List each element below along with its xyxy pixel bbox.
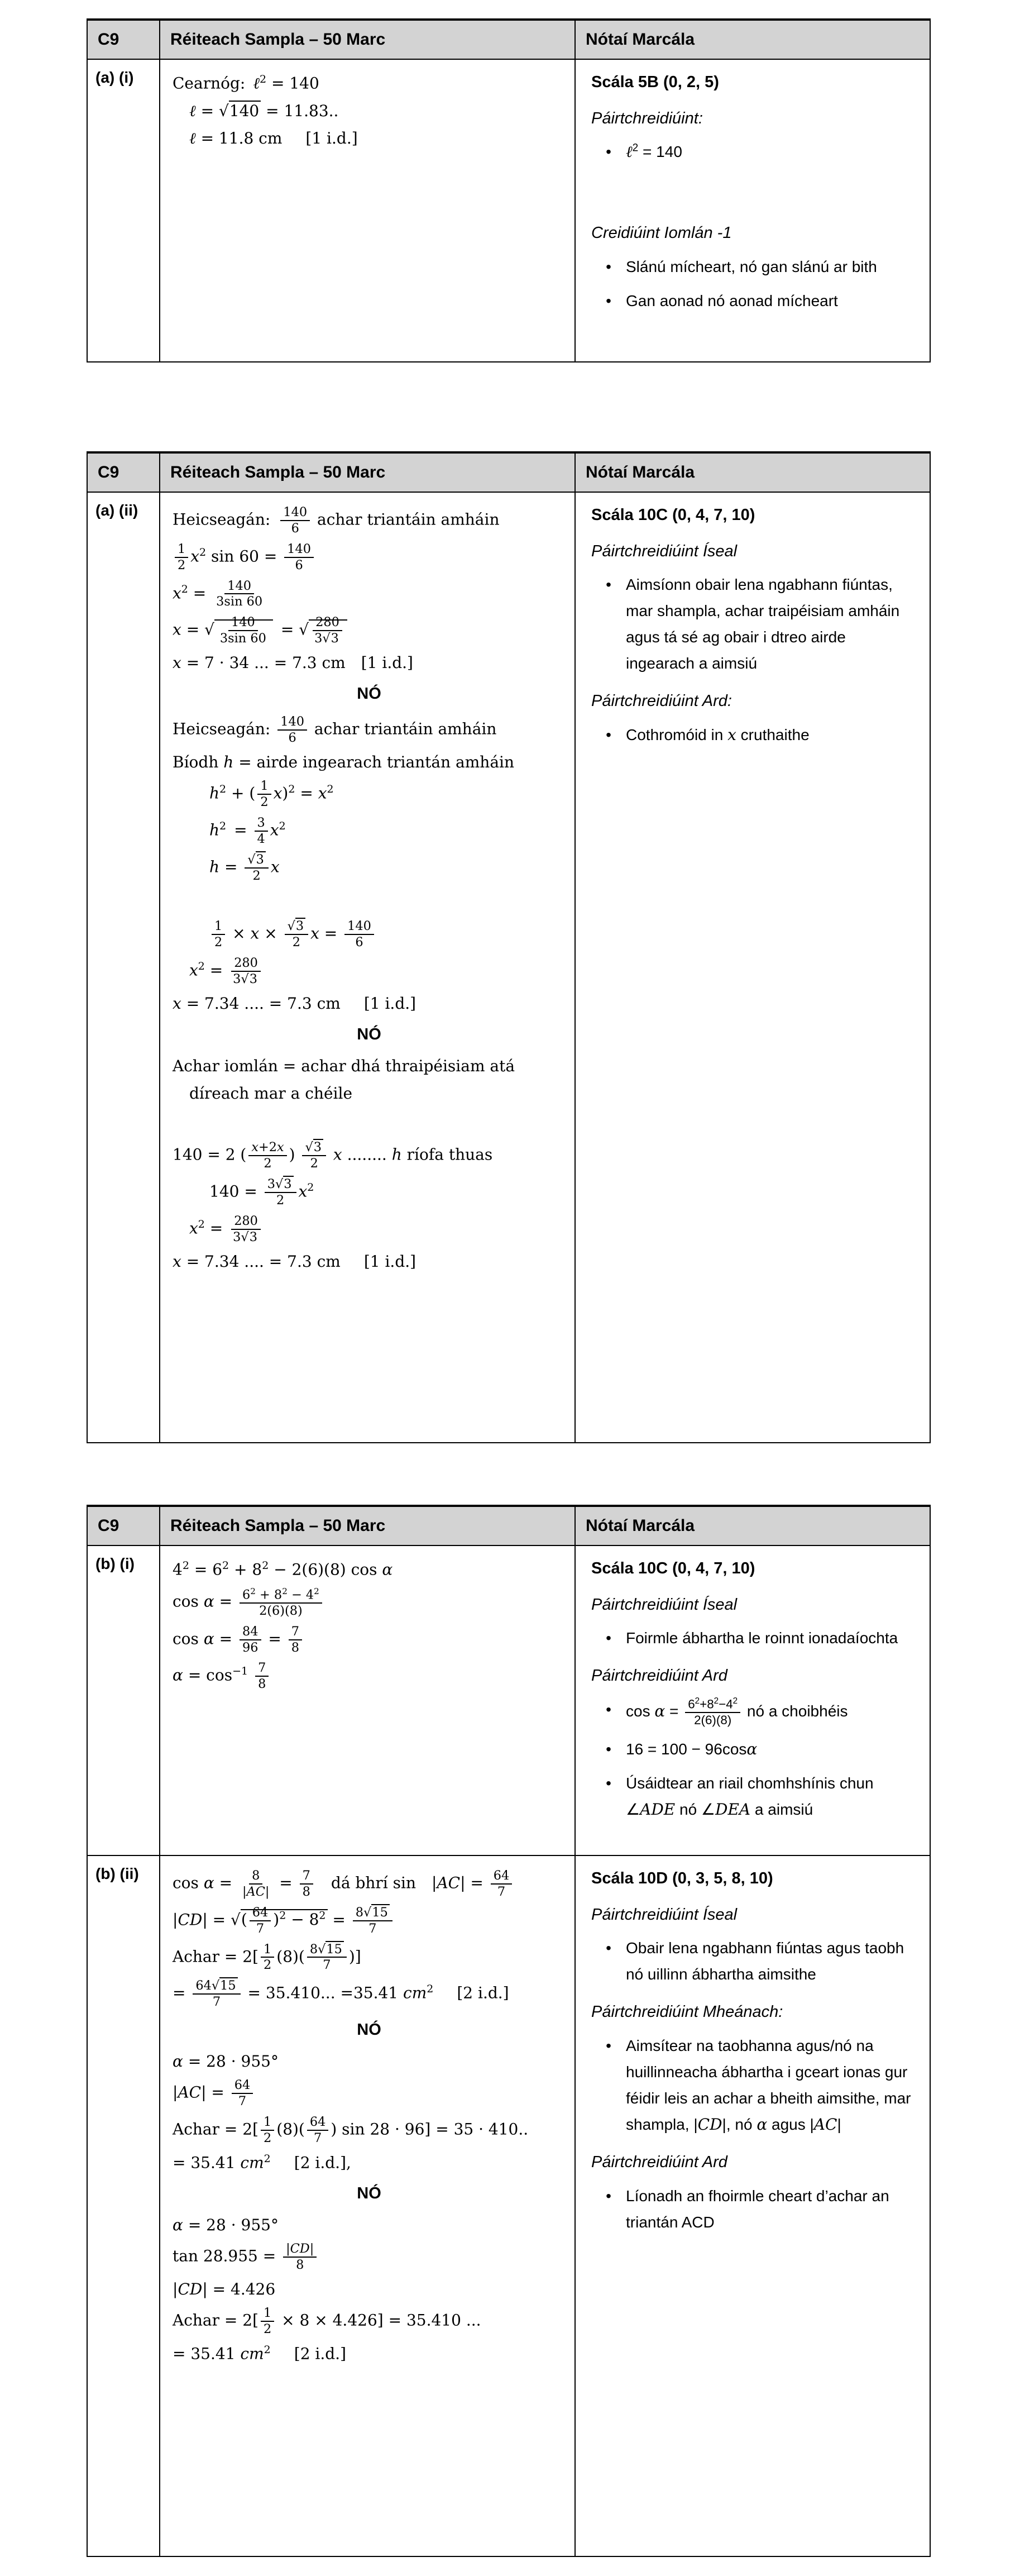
row-label: (a) (ii) bbox=[95, 502, 138, 519]
notes-scale-heading: Scála 5B (0, 2, 5) bbox=[591, 73, 719, 91]
spacer bbox=[173, 1110, 566, 1134]
bullet-text: 16 = 100 − 96cosα bbox=[626, 1740, 758, 1759]
notes-subheading: Páirtchreidiúint Ard: bbox=[591, 692, 732, 710]
math-line: cos α = $\frac{8}{|AC|}$ = $\frac{7}{8}$ dá bhrí sin |AC| = $\frac{64}{7}$ bbox=[173, 1868, 566, 1900]
math-line: $\frac{1}{2}$ × x × $\frac{√3}{2}$ x = $\frac{140}{6}$ bbox=[173, 919, 566, 950]
notes-subheading: Páirtchreidiúint Íseal bbox=[591, 542, 738, 560]
header-cell: Nótaí Marcála bbox=[574, 1507, 930, 1545]
bullet-text: Cothromóid in x cruthaithe bbox=[626, 725, 810, 744]
bullet-text: Slánú mícheart, nó gan slánú ar bith bbox=[626, 257, 877, 275]
spacer bbox=[591, 173, 915, 208]
bullet-item bbox=[591, 2033, 915, 2138]
math-line: tan 28.955 = $\frac{|CD|}{8}$ bbox=[173, 2241, 566, 2273]
math-line: Achar = 2[ $\frac{1}{2}$ (8)( $\frac{8√15}{7}$ )] bbox=[173, 1941, 361, 1973]
notes-subheading: Páirtchreidiúint Íseal bbox=[591, 1905, 738, 1924]
notes-subheading: Páirtchreidiúint Mheánach: bbox=[591, 2003, 783, 2021]
bullet-item bbox=[591, 2183, 915, 2235]
header-cell: Réiteach Sampla – 50 Marc bbox=[159, 454, 574, 492]
header-cell: Nótaí Marcála bbox=[574, 454, 930, 492]
header-cell: Réiteach Sampla – 50 Marc bbox=[159, 21, 574, 59]
bullet-icon: • bbox=[606, 2187, 611, 2205]
notes-scale-heading: Scála 10C (0, 4, 7, 10) bbox=[591, 1559, 755, 1577]
bullet-item bbox=[591, 139, 915, 165]
bullet-text: Gan aonad nó aonad mícheart bbox=[626, 292, 838, 309]
math-line: |CD| = √( $\frac{64}{7}$ )$^2 - 8^2$ = $\frac{8√15}{7}$ bbox=[173, 1905, 566, 1936]
notes-scale-heading: Scála 10D (0, 3, 5, 8, 10) bbox=[591, 1869, 773, 1887]
or-separator: NÓ bbox=[357, 2021, 381, 2039]
notes-subheading: Creidiúint Iomlán -1 bbox=[591, 224, 732, 242]
math-line: |CD| = 4.426 bbox=[173, 2280, 276, 2299]
bullet-item bbox=[591, 254, 915, 280]
bullet-item bbox=[591, 722, 915, 748]
math-line: Bíodh h = airde ingearach triantán amháin bbox=[173, 752, 515, 771]
math-line: $x^2$ = $\frac{280}{3√3}$ bbox=[173, 956, 566, 987]
math-line: |AC| = $\frac{64}{7}$ bbox=[173, 2078, 566, 2109]
bullet-text: Líonadh an fhoirmle cheart d’achar an triantán ACD bbox=[626, 2187, 889, 2231]
table-row bbox=[88, 1546, 930, 1855]
header-cell: C9 bbox=[98, 30, 119, 49]
bullet-icon: • bbox=[606, 1700, 611, 1718]
table-header-row bbox=[88, 21, 930, 60]
table-c9-part-a-i bbox=[87, 18, 931, 362]
table-row bbox=[88, 1855, 930, 2556]
row-label: (a) (i) bbox=[95, 69, 134, 86]
bullet-item bbox=[591, 1696, 915, 1728]
math-line: $4^2 = 6^2 + 8^2 - 2(6)(8)$ cos α bbox=[173, 1559, 393, 1579]
table-row bbox=[88, 493, 930, 1442]
row-label: (b) (i) bbox=[95, 1555, 135, 1572]
header-cell: Nótaí Marcála bbox=[574, 21, 930, 59]
math-line: ℓ = 11.8 cm [1 i.d.] bbox=[189, 128, 358, 147]
math-line: α = 28 · 955° bbox=[173, 2052, 279, 2071]
row-label: (b) (ii) bbox=[95, 1865, 139, 1882]
or-separator: NÓ bbox=[357, 685, 381, 703]
table-header-row bbox=[88, 454, 930, 493]
or-separator: NÓ bbox=[357, 1025, 381, 1044]
math-line: Heicseagán: $\frac{140}{6}$ achar triantáin amháin bbox=[173, 505, 500, 536]
math-line: cos α = $\frac{84}{96}$ = $\frac{7}{8}$ bbox=[173, 1624, 566, 1656]
bullet-text: Úsáidtear an riail chomhshínis chun ∠ADE nó ∠DEA a aimsiú bbox=[626, 1774, 874, 1819]
bullet-text: ℓ$^2$ = 140 bbox=[626, 142, 682, 161]
notes-scale-heading: Scála 10C (0, 4, 7, 10) bbox=[591, 506, 755, 524]
math-line: $h^2$ = $\frac{3}{4}$ $x^2$ bbox=[209, 815, 286, 846]
math-line: $h^2$ + ( $\frac{1}{2}$ $x)^2 = x^2$ bbox=[209, 779, 334, 809]
notes-cell bbox=[574, 1856, 930, 2556]
bullet-item bbox=[591, 1736, 915, 1762]
solution-cell bbox=[159, 1856, 574, 2556]
bullet-icon: • bbox=[606, 2036, 611, 2054]
math-line: Achar = 2[ $\frac{1}{2}$ × 8 × 4.426] = 35.410 ... bbox=[173, 2306, 481, 2337]
math-line: Heicseagán: $\frac{140}{6}$ achar triantáin amháin bbox=[173, 714, 497, 746]
math-line: $x^2$ = $\frac{280}{3√3}$ bbox=[173, 1214, 566, 1245]
math-line: 140 = $\frac{3√3}{2}$ $x^2$ bbox=[209, 1177, 314, 1208]
bullet-item bbox=[591, 571, 915, 676]
math-line: = $\frac{64√15}{7}$ = 35.410... =35.41 $cm^2$ [2 i.d.] bbox=[173, 1978, 509, 2010]
math-line: = 35.41 $cm^2$ [2 i.d.], bbox=[173, 2152, 351, 2172]
bullet-icon: • bbox=[606, 576, 611, 594]
math-line: díreach mar a chéile bbox=[189, 1084, 353, 1103]
math-line: α = 28 · 955° bbox=[173, 2216, 279, 2235]
table-row bbox=[88, 60, 930, 361]
notes-subheading: Páirtchreidiúint Ard bbox=[591, 1667, 727, 1685]
math-line: h = $\frac{√3}{2}$ x bbox=[209, 852, 280, 883]
math-line: x = √ $\frac{140}{3\sin 60}$ = √ $\frac{280}{3√3}$ bbox=[173, 615, 566, 646]
math-line: Achar iomlán = achar dhá thraipéisiam atá bbox=[173, 1057, 515, 1076]
math-line: $x^2$ = $\frac{140}{3\sin 60}$ bbox=[173, 578, 263, 609]
math-line: 140 = 2 ( $\frac{x+2x}{2}$ ) $\frac{√3}{2}$ x ........ h ríofa thuas bbox=[173, 1140, 493, 1171]
notes-subheading: Páirtchreidiúint: bbox=[591, 109, 703, 127]
bullet-icon: • bbox=[606, 1740, 611, 1758]
math-line: x = 7 · 34 ... = 7.3 cm [1 i.d.] bbox=[173, 653, 413, 672]
bullet-text: Aimsítear na taobhanna agus/nó na huillinneacha ábhartha i gceart ionas gur féidir leis an achar a bheith aimsithe, mar shampla, |CD|, nó α agus |AC| bbox=[626, 2036, 911, 2134]
bullet-icon: • bbox=[606, 143, 611, 161]
bullet-item bbox=[591, 1625, 915, 1651]
bullet-icon: • bbox=[606, 292, 611, 309]
math-line: = 35.41 $cm^2$ [2 i.d.] bbox=[173, 2344, 347, 2363]
header-cell: C9 bbox=[98, 463, 119, 481]
header-cell: Réiteach Sampla – 50 Marc bbox=[159, 1507, 574, 1545]
math-line: Achar = 2[ $\frac{1}{2}$ (8)( $\frac{64}{7}$ ) sin 28 · 96] = 35 · 410.. bbox=[173, 2114, 529, 2145]
bullet-text: Foirmle ábhartha le roinnt ionadaíochta bbox=[626, 1629, 898, 1647]
math-line: $\alpha = \cos^{-1}$ $\frac{7}{8}$ bbox=[173, 1661, 566, 1692]
notes-cell bbox=[574, 60, 930, 361]
bullet-item bbox=[591, 1935, 915, 1987]
bullet-icon: • bbox=[606, 1629, 611, 1647]
bullet-item bbox=[591, 288, 915, 314]
notes-subheading: Páirtchreidiúint Íseal bbox=[591, 1595, 738, 1614]
math-line: x = 7.34 .... = 7.3 cm [1 i.d.] bbox=[173, 1252, 416, 1271]
solution-cell bbox=[159, 493, 574, 1442]
notes-cell bbox=[574, 493, 930, 1442]
table-c9-part-a-ii bbox=[87, 451, 931, 1443]
notes-cell bbox=[574, 1546, 930, 1855]
header-cell: C9 bbox=[98, 1516, 119, 1535]
math-line: x = 7.34 .... = 7.3 cm [1 i.d.] bbox=[173, 994, 416, 1013]
notes-subheading: Páirtchreidiúint Ard bbox=[591, 2153, 727, 2171]
table-header-row bbox=[88, 1507, 930, 1546]
math-line: ℓ = √140 = 11.83.. bbox=[189, 101, 339, 120]
math-line: Cearnóg: ℓ$^2$ = 140 bbox=[173, 73, 319, 93]
math-line: cos α = $\frac{6^2 + 8^2 - 4^2}{2(6)(8)}$ bbox=[173, 1586, 566, 1619]
bullet-icon: • bbox=[606, 726, 611, 743]
solution-cell bbox=[159, 60, 574, 361]
bullet-text: Obair lena ngabhann fiúntas agus taobh nó uillinn ábhartha aimsithe bbox=[626, 1939, 904, 1983]
math-line: $\frac{1}{2}$ $x^2$ sin 60 = $\frac{140}{6}$ bbox=[173, 542, 566, 573]
bullet-text: Aimsíonn obair lena ngabhann fiúntas, mar shampla, achar traipéisiam amháin agus tá sé ag obair i dtreo airde ingearach a aimsiú bbox=[626, 576, 900, 672]
solution-cell bbox=[159, 1546, 574, 1855]
bullet-item bbox=[591, 1770, 915, 1823]
table-c9-part-b bbox=[87, 1505, 931, 2557]
bullet-icon: • bbox=[606, 257, 611, 275]
bullet-text: cos α = $\frac{6^2+8^2-4^2}{2(6)(8)}$ nó a choibhéis bbox=[626, 1696, 848, 1728]
bullet-icon: • bbox=[606, 1939, 611, 1957]
or-separator: NÓ bbox=[357, 2184, 381, 2203]
bullet-icon: • bbox=[606, 1774, 611, 1792]
spacer bbox=[173, 889, 566, 913]
